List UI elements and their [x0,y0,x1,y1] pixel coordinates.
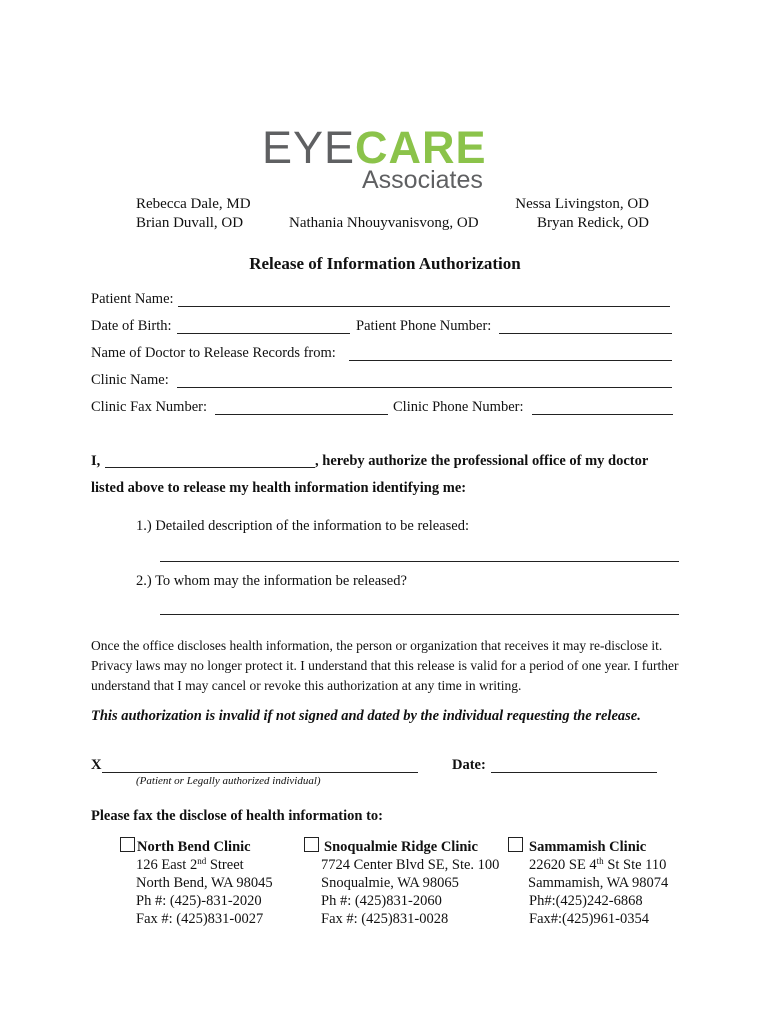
signature-input[interactable] [102,772,418,773]
form-title: Release of Information Authorization [249,254,521,273]
doctor-name-input[interactable] [349,360,672,361]
clinic-address-line2: Sammamish, WA 98074 [528,875,669,891]
clinic-name-input[interactable] [177,387,672,388]
doctor-center: Nathania Nhouyvanisvong, OD [289,215,479,231]
snoqualmie-ridge-checkbox[interactable] [304,837,319,852]
clinic-phone: Ph #: (425)-831-2020 [136,893,262,909]
date-input[interactable] [491,772,657,773]
clinic-phone-input[interactable] [532,414,673,415]
clinic-name: Sammamish Clinic [529,839,647,855]
clinic-phone: Ph#:(425)242-6868 [529,893,643,909]
doctor-left-1: Rebecca Dale, MD [136,196,251,212]
authorize-suffix: , hereby authorize the professional office of my doctor [315,453,649,469]
logo-associates: Associates [362,166,483,194]
clinic-phone: Ph #: (425)831-2060 [321,893,442,909]
question-1-input[interactable] [160,561,679,562]
patient-phone-input[interactable] [499,333,672,334]
clinic-fax-input[interactable] [215,414,388,415]
clinic-fax-label: Clinic Fax Number: [91,399,207,415]
patient-name-input[interactable] [178,306,670,307]
clinic-address-line1: 126 East 2nd Street [136,856,244,873]
clinic-snoqualmie-ridge [304,837,499,928]
invalid-notice: This authorization is invalid if not signed and dated by the individual requesting the release. [91,708,641,724]
clinic-address-line2: Snoqualmie, WA 98065 [321,875,459,891]
authorize-prefix: I, [91,453,101,469]
dob-input[interactable] [177,333,350,334]
patient-name-label: Patient Name: [91,291,174,307]
clinic-address-line1: 7724 Center Blvd SE, Ste. 100 [321,857,500,873]
signature-caption: (Patient or Legally authorized individual) [136,775,321,787]
fax-heading: Please fax the disclose of health information to: [91,808,383,824]
clinic-address-line2: North Bend, WA 98045 [136,875,273,891]
question-2-input[interactable] [160,614,679,615]
logo-wordmark: EYECARE [262,122,487,173]
eyecare-associates-logo [262,124,510,194]
clinic-name-label: Clinic Name: [91,372,169,388]
sammamish-checkbox[interactable] [508,837,523,852]
signature-x: X [91,757,102,773]
clinic-name: Snoqualmie Ridge Clinic [324,839,478,855]
clinic-name: North Bend Clinic [137,839,251,855]
doctor-right-2: Bryan Redick, OD [536,215,649,231]
clinic-fax: Fax#:(425)961-0354 [529,911,650,927]
doctor-name-label: Name of Doctor to Release Records from: [91,345,336,361]
doctor-right-1: Nessa Livingston, OD [515,196,649,212]
date-label: Date: [452,757,486,773]
clinic-north-bend [120,837,273,928]
question-1: 1.) Detailed description of the information to be released: [136,518,469,534]
disclosure-paragraph: Once the office discloses health information, the person or organization that receives it may re-disclose it. Privacy laws may no longer protect it. I understand that this release is valid for a period of one year. I further understand that I may cancel or revoke this authorization at any time in writing. [91,638,679,693]
north-bend-checkbox[interactable] [120,837,135,852]
doctor-left-2: Brian Duvall, OD [136,215,244,231]
authorizer-name-input[interactable] [105,467,315,468]
clinic-address-line1: 22620 SE 4th St Ste 110 [529,856,667,873]
clinic-phone-label: Clinic Phone Number: [393,399,524,415]
patient-phone-label: Patient Phone Number: [356,318,492,334]
question-2: 2.) To whom may the information be released? [136,573,407,589]
clinic-fax: Fax #: (425)831-0027 [136,911,264,927]
dob-label: Date of Birth: [91,318,172,334]
clinic-fax: Fax #: (425)831-0028 [321,911,449,927]
clinic-sammamish [508,837,668,928]
authorize-line2: listed above to release my health information identifying me: [91,480,467,496]
